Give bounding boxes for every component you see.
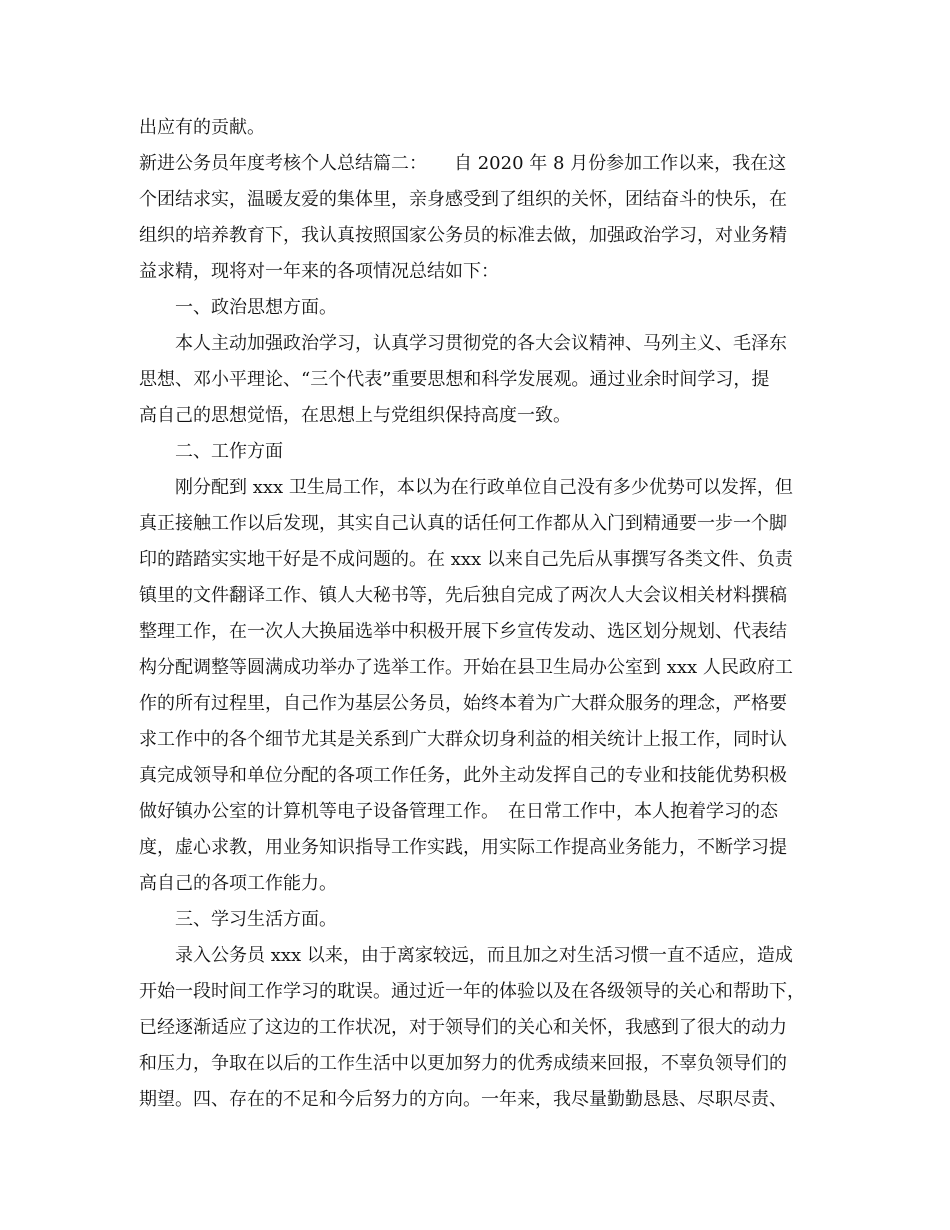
text-line: 印的踏踏实实地干好是不成问题的。在 xxx 以来自己先后从事撰写各类文件、负责 [139, 549, 793, 570]
text-line: 真正接触工作以后发现，其实自己认真的话任何工作都从入门到精通要一步一个脚 [139, 513, 787, 534]
text-line: 构分配调整等圆满成功举办了选举工作。开始在县卫生局办公室到 xxx 人民政府工 [139, 657, 793, 678]
text-line: 度，虚心求教，用业务知识指导工作实践，用实际工作提高业务能力，不断学习提 [139, 837, 787, 858]
text-line: 本人主动加强政治学习，认真学习贯彻党的各大会议精神、马列主义、毛泽东 [175, 333, 787, 354]
text-line: 益求精，现将对一年来的各项情况总结如下： [139, 261, 499, 282]
section-heading: 三、学习生活方面。 [175, 909, 337, 930]
text-line: 刚分配到 xxx 卫生局工作，本以为在行政单位自己没有多少优势可以发挥，但 [175, 477, 793, 498]
text-line: 新进公务员年度考核个人总结篇二： 自 2020 年 8 月份参加工作以来，我在这 [139, 153, 787, 174]
text-line: 思想、邓小平理论、“三个代表”重要思想和科学发展观。通过业余时间学习，提 [139, 369, 770, 390]
text-line: 高自己的思想觉悟，在思想上与党组织保持高度一致。 [139, 405, 571, 426]
text-line: 开始一段时间工作学习的耽误。通过近一年的体验以及在各级领导的关心和帮助下， [139, 981, 805, 1002]
text-line: 高自己的各项工作能力。 [139, 873, 337, 894]
text-line: 和压力，争取在以后的工作生活中以更加努力的优秀成绩来回报，不辜负领导们的 [139, 1053, 787, 1074]
text-line: 作的所有过程里，自己作为基层公务员，始终本着为广大群众服务的理念，严格要 [139, 693, 787, 714]
text-line: 真完成领导和单位分配的各项工作任务，此外主动发挥自己的专业和技能优势积极 [139, 765, 787, 786]
text-line: 组织的培养教育下，我认真按照国家公务员的标准去做，加强政治学习，对业务精 [139, 225, 787, 246]
text-line: 做好镇办公室的计算机等电子设备管理工作。 在日常工作中，本人抱着学习的态 [139, 801, 778, 822]
text-line: 已经逐渐适应了这边的工作状况，对于领导们的关心和关怀，我感到了很大的动力 [139, 1017, 787, 1038]
text-line: 出应有的贡献。 [139, 117, 265, 138]
text-line: 个团结求实，温暖友爱的集体里，亲身感受到了组织的关怀，团结奋斗的快乐，在 [139, 189, 787, 210]
text-line: 求工作中的各个细节尤其是关系到广大群众切身利益的相关统计上报工作，同时认 [139, 729, 787, 750]
text-line: 录入公务员 xxx 以来，由于离家较远，而且加之对生活习惯一直不适应，造成 [175, 945, 793, 966]
text-line: 镇里的文件翻译工作、镇人大秘书等，先后独自完成了两次人大会议相关材料撰稿 [139, 585, 787, 606]
section-heading: 一、政治思想方面。 [175, 297, 337, 318]
text-line: 期望。四、存在的不足和今后努力的方向。一年来，我尽量勤勤恳恳、尽职尽责、 [139, 1089, 787, 1110]
section-heading: 二、工作方面 [175, 441, 283, 462]
text-line: 整理工作，在一次人大换届选举中积极开展下乡宣传发动、选区划分规划、代表结 [139, 621, 787, 642]
